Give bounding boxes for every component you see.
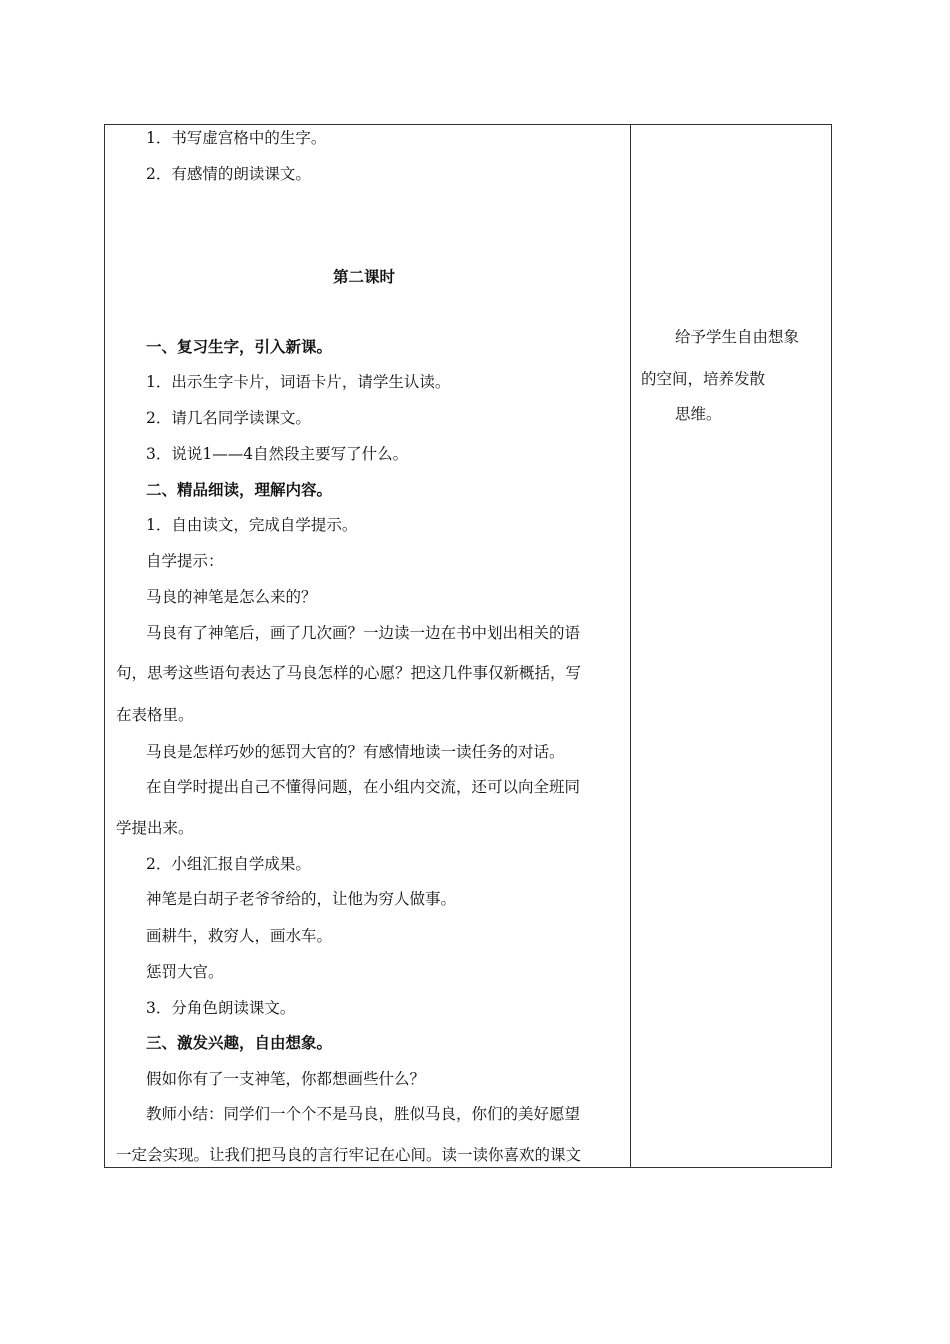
- answer-1: 神笔是白胡子老爷爷给的，让他为穷人做事。: [146, 890, 457, 908]
- section1-item-2: 2．请几名同学读课文。: [146, 409, 311, 427]
- answer-3: 惩罚大官。: [146, 963, 224, 981]
- hint-question-4-line-1: 在自学时提出自己不懂得问题，在小组内交流，还可以向全班同: [146, 778, 581, 796]
- answer-2: 画耕牛，救穷人，画水车。: [146, 927, 333, 945]
- column-divider: [630, 124, 631, 1168]
- note-line-3: 思维。: [675, 405, 722, 423]
- section2-step2: 2．小组汇报自学成果。: [146, 855, 311, 873]
- lesson-title: 第二课时: [333, 267, 396, 286]
- section3-heading: 三、激发兴趣，自由想象。: [146, 1033, 333, 1052]
- prev-item-2: 2．有感情的朗读课文。: [146, 165, 311, 183]
- section2-heading: 二、精品细读，理解内容。: [146, 480, 333, 499]
- teacher-summary-line-2: 一定会实现。让我们把马良的言行牢记在心间。读一读你喜欢的课文: [116, 1146, 582, 1164]
- hint-question-1: 马良的神笔是怎么来的？: [146, 588, 317, 606]
- hint-question-2-line-2: 句，思考这些语句表达了马良怎样的心愿？把这几件事仅新概括，写: [116, 664, 582, 682]
- hint-question-2-line-1: 马良有了神笔后，画了几次画？一边读一边在书中划出相关的语: [146, 624, 581, 642]
- note-line-1: 给予学生自由想象: [675, 328, 800, 346]
- note-line-2: 的空间，培养发散: [641, 370, 766, 388]
- section3-question: 假如你有了一支神笔，你都想画些什么？: [146, 1070, 426, 1088]
- section2-step3: 3．分角色朗读课文。: [146, 999, 296, 1017]
- prev-item-1: 1．书写虚宫格中的生字。: [146, 129, 327, 147]
- section1-item-3: 3．说说1——4自然段主要写了什么。: [146, 445, 409, 463]
- section2-step1: 1．自由读文，完成自学提示。: [146, 516, 358, 534]
- teacher-summary-line-1: 教师小结：同学们一个个不是马良，胜似马良，你们的美好愿望: [146, 1105, 581, 1123]
- hint-label: 自学提示：: [146, 552, 224, 570]
- section1-heading: 一、复习生字，引入新课。: [146, 337, 333, 356]
- hint-question-4-line-2: 学提出来。: [116, 819, 194, 837]
- hint-question-2-line-3: 在表格里。: [116, 706, 194, 724]
- section1-item-1: 1．出示生字卡片，词语卡片，请学生认读。: [146, 373, 451, 391]
- hint-question-3: 马良是怎样巧妙的惩罚大官的？有感情地读一读任务的对话。: [146, 743, 565, 761]
